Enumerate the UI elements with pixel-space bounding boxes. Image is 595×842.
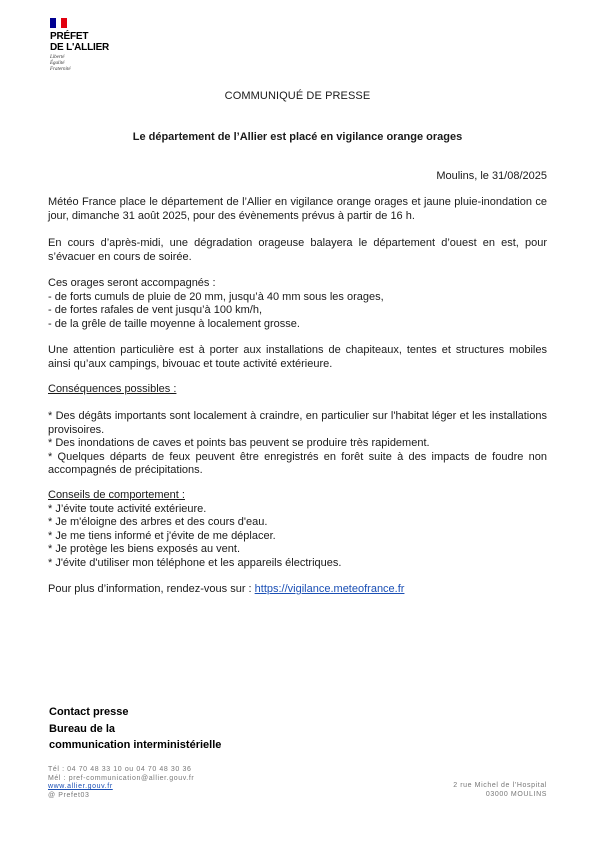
footer-website-link[interactable]: www.allier.gouv.fr — [48, 783, 113, 790]
press-contact — [49, 704, 221, 754]
contact-line3: communication interministérielle — [49, 739, 222, 751]
footer-address — [453, 782, 547, 799]
contact-line2: Bureau de la — [49, 722, 116, 735]
paragraph-1 — [48, 196, 547, 223]
advice-section — [48, 489, 547, 570]
footer-email: Mél : pref-communication@allier.gouv.fr — [48, 774, 195, 782]
motto-egalite: Égalité — [50, 61, 65, 66]
republic-motto — [50, 55, 130, 73]
consequence-item: * Des dégâts importants sont localement à craindre, en particulier sur l'habitat léger et les installations provisoires. — [48, 410, 547, 436]
paragraph-1-text: Météo France place le département de l’Allier en vigilance orange orages et jaune pluie-inondation ce jour, dimanche 31 août 2025, pour des évènements prévus à partir de 16 h. — [48, 196, 547, 222]
paragraph-4-text: Une attention particulière est à porter aux installations de chapiteaux, tentes et structures mobiles ainsi qu’aux campings, bivouac et toute activité extérieure. — [48, 344, 547, 370]
motto-liberte: Liberté — [50, 55, 65, 60]
storm-effects — [48, 277, 547, 331]
advice-item: * Je protège les biens exposés au vent. — [48, 543, 241, 555]
advice-item: * Je m'éloigne des arbres et des cours d'eau. — [48, 516, 268, 528]
headline: Le département de l’Allier est placé en vigilance orange orages — [132, 131, 463, 143]
storm-effect-item: - de fortes rafales de vent jusqu’à 100 km/h, — [48, 304, 263, 316]
consequence-item: * Des inondations de caves et points bas peuvent se produire très rapidement. — [48, 437, 430, 449]
consequences-heading — [48, 383, 547, 397]
advice-item: * Je me tiens informé et j'évite de me déplacer. — [48, 529, 276, 542]
footer-contact-info — [48, 766, 194, 800]
flag-red-stripe — [61, 18, 67, 28]
logo-title-line1: PRÉFET — [50, 31, 89, 42]
more-info-text: Pour plus d’information, rendez-vous sur : — [48, 583, 255, 595]
footer-address-line1: 2 rue Michel de l’Hospital — [453, 782, 547, 789]
advice-item: * J'évite d'utiliser mon téléphone et les appareils électriques. — [48, 556, 342, 569]
logo-title-line2: DE L'ALLIER — [50, 41, 110, 53]
vigilance-link[interactable]: https://vigilance.meteofrance.fr — [254, 583, 405, 595]
storm-effects-intro: Ces orages seront accompagnés : — [48, 277, 216, 289]
paragraph-2 — [48, 237, 547, 264]
footer-address-line2: 03000 MOULINS — [485, 790, 547, 798]
consequences-heading-text: Conséquences possibles : — [48, 383, 177, 395]
more-info — [48, 583, 547, 597]
press-release-title: COMMUNIQUÉ DE PRESSE — [224, 90, 371, 102]
consequences-list — [48, 410, 547, 478]
paragraph-4 — [48, 344, 547, 371]
contact-line1: Contact presse — [49, 706, 129, 718]
consequence-item: * Quelques départs de feux peuvent être enregistrés en forêt suite à des impacts de foudre non accompagnés de précipitations. — [48, 450, 547, 476]
paragraph-2-text: En cours d’après-midi, une dégradation orageuse balayera le département d’ouest en est, pour s’évacuer en cours de soirée. — [48, 237, 547, 263]
marianne-flag-icon — [50, 18, 130, 28]
footer-phone: Tél : 04 70 48 33 10 ou 04 70 48 30 36 — [48, 766, 192, 773]
advice-heading: Conseils de comportement : — [48, 489, 185, 501]
logo-title — [50, 32, 130, 53]
dateline: Moulins, le 31/08/2025 — [436, 170, 547, 182]
storm-effect-item: - de la grêle de taille moyenne à localement grosse. — [48, 317, 300, 330]
storm-effect-item: - de forts cumuls de pluie de 20 mm, jusqu’à 40 mm sous les orages, — [48, 290, 384, 303]
advice-item: * J’évite toute activité extérieure. — [48, 502, 207, 515]
footer-twitter: @ Prefet03 — [48, 791, 90, 799]
motto-fraternite: Fraternité — [50, 67, 71, 72]
prefecture-logo — [50, 18, 130, 73]
